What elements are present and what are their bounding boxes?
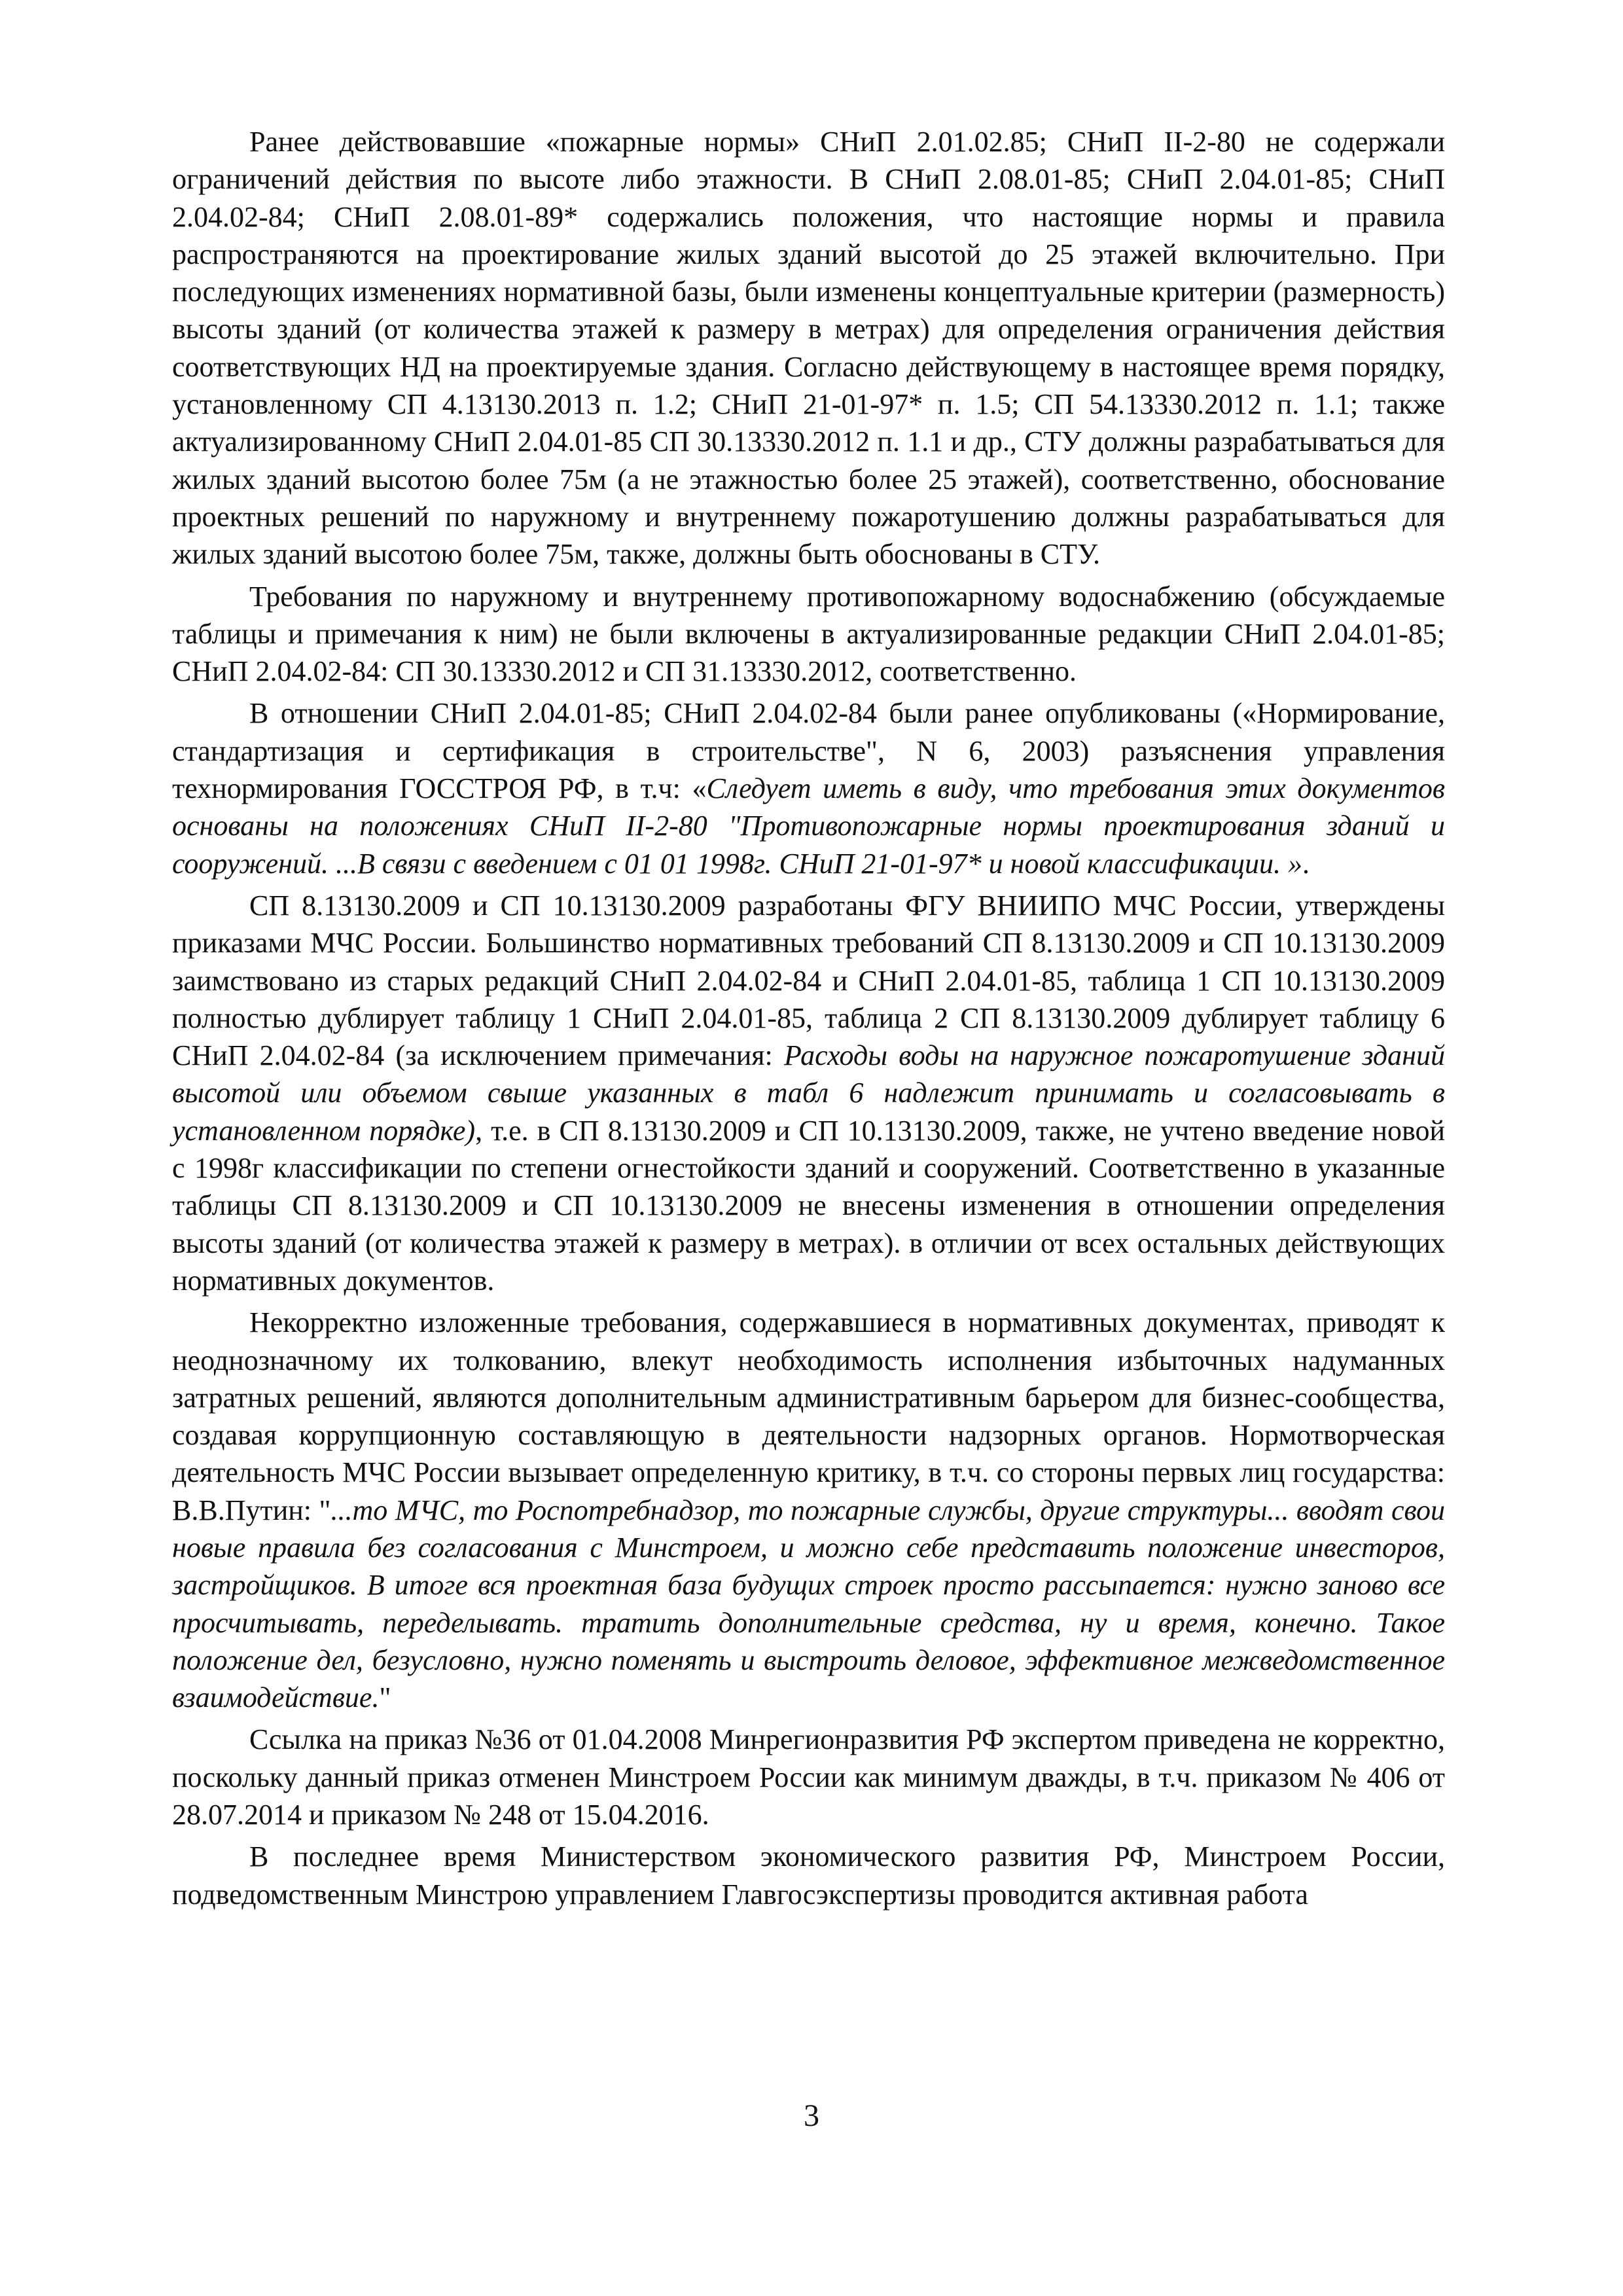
paragraph-text: Ранее действовавшие «пожарные нормы» СНиП 2.01.02.85; СНиП II-2-80 не содержали ограничений действия по высоте либо этажности. В СНиП 2.08.01-85; СНиП 2.04.01-85; СНиП 2.04.02-84; СНиП 2.08.01-89* содержались положения, что настоящие нормы и правила распространяются на проектирование жилых зданий высотой до 25 этажей включительно. При последующих изменениях нормативной базы, были изменены концептуальные критерии (размерность) высоты зданий (от количества этажей к размеру в метрах) для определения ограничения действия соответствующих НД на проектируемые здания. Согласно действующему в настоящее время порядку, установленному СП 4.13130.2013 п. 1.2; СНиП 21-01-97* п. 1.5; СП 54.13330.2012 п. 1.1; также актуализированному СНиП 2.04.01-85 СП 30.13330.2012 п. 1.1 и др., СТУ должны разрабатываться для жилых зданий высотою более 75м (а не этажностью более 25 этажей), соответственно, обоснование проектных решений по наружному и внутреннему пожаротушению должны разрабатываться для жилых зданий высотою более 75м, также, должны быть обоснованы в СТУ. bbox=[172, 126, 1445, 571]
paragraph-text: В последнее время Министерством экономического развития РФ, Минстроем России, подведомственным Минстрою управлением Главгосэкспертизы проводится активная работа bbox=[172, 1840, 1445, 1910]
italic-quote-text: ...то МЧС, то Роспотребнадзор, то пожарные службы, другие структуры... вводят свои новые правила без согласования с Минстроем, и можно себе представить положение инвесторов, застройщиков. В итоге вся проектная база будущих строек просто рассыпается: нужно заново все просчитывать, переделывать. тратить дополнительные средства, ну и время, конечно. Такое положение дел, безусловно, нужно поменять и выстроить деловое, эффективное межведомственное взаимодействие. bbox=[172, 1494, 1445, 1714]
paragraph-text: В отношении СНиП 2.04.01-85; СНиП 2.04.02-84 были ранее опубликованы («Нормирование, стандартизация и сертификация в строительстве", N 6, 2003) разъяснения управления технормирования ГОССТРОЯ РФ, в т.ч: « bbox=[172, 697, 1445, 805]
italic-quote-text: Расходы воды на наружное пожаротушение зданий высотой или объемом свыше указанных в табл 6 надлежит принимать и согласовывать в установленном порядке) bbox=[172, 1039, 1445, 1147]
italic-quote-text: Следует иметь в виду, что требования этих документов основаны на положениях СНиП II-2-80 "Противопожарные нормы проектирования зданий и сооружений. ...В связи с введением с 01 01 1998г. СНиП 21-01-97* и новой классификации. » bbox=[172, 772, 1446, 880]
document-body bbox=[172, 123, 1445, 1913]
body-paragraph bbox=[172, 1838, 1445, 1913]
body-paragraph bbox=[172, 1304, 1445, 1716]
body-paragraph bbox=[172, 694, 1445, 882]
paragraph-text: Требования по наружному и внутреннему противопожарному водоснабжению (обсуждаемые таблицы и примечания к ним) не были включены в актуализированные редакции СНиП 2.04.01-85; СНиП 2.04.02-84: СП 30.13330.2012 и СП 31.13330.2012, соответственно. bbox=[172, 580, 1445, 688]
paragraph-text: Ссылка на приказ №36 от 01.04.2008 Минрегионразвития РФ экспертом приведена не корректно, поскольку данный приказ отменен Минстроем России как минимум дважды, в т.ч. приказом № 406 от 28.07.2014 и приказом № 248 от 15.04.2016. bbox=[172, 1723, 1445, 1831]
paragraph-text: " bbox=[379, 1681, 391, 1714]
page-number: 3 bbox=[804, 2098, 819, 2133]
paragraph-text: . bbox=[1302, 847, 1310, 880]
paragraph-text: Некорректно изложенные требования, содержавшиеся в нормативных документах, приводят к неоднозначному их толкованию, влекут необходимость исполнения избыточных надуманных затратных решений, являются дополнительным административным барьером для бизнес-сообщества, создавая коррупционную составляющую в деятельности надзорных органов. Нормотворческая деятельность МЧС России вызывает определенную критику, в т.ч. со стороны первых лиц государства: В.В.Путин: " bbox=[172, 1306, 1445, 1526]
body-paragraph bbox=[172, 578, 1445, 691]
body-paragraph bbox=[172, 887, 1445, 1299]
paragraph-text: СП 8.13130.2009 и СП 10.13130.2009 разработаны ФГУ ВНИИПО МЧС России, утверждены приказами МЧС России. Большинство нормативных требований СП 8.13130.2009 и СП 10.13130.2009 заимствовано из старых редакций СНиП 2.04.02-84 и СНиП 2.04.01-85, таблица 1 СП 10.13130.2009 полностью дублирует таблицу 1 СНиП 2.04.01-85, таблица 2 СП 8.13130.2009 дублирует таблицу 6 СНиП 2.04.02-84 (за исключением примечания: bbox=[172, 889, 1445, 1072]
body-paragraph bbox=[172, 1721, 1445, 1833]
body-paragraph bbox=[172, 123, 1445, 573]
paragraph-text: , т.е. в СП 8.13130.2009 и СП 10.13130.2009, также, не учтено введение новой с 1998г классификации по степени огнестойкости зданий и сооружений. Соответственно в указанные таблицы СП 8.13130.2009 и СП 10.13130.2009 не внесены изменения в отношении определения высоты зданий (от количества этажей к размеру в метрах). в отличии от всех остальных действующих нормативных документов. bbox=[172, 1114, 1445, 1297]
